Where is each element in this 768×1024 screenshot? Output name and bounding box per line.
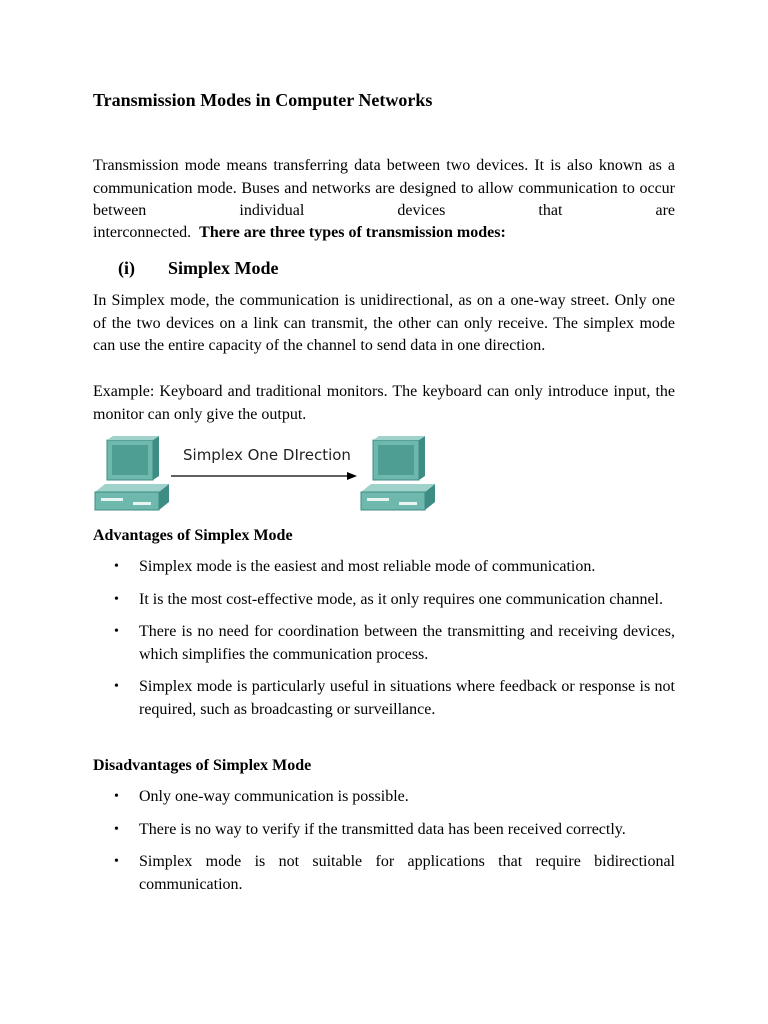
diagram-label: Simplex One DIrection xyxy=(183,446,351,464)
advantage-text: Simplex mode is the easiest and most reliable mode of communication. xyxy=(139,558,596,575)
section-title: Simplex Mode xyxy=(168,258,279,278)
list-item xyxy=(93,556,675,579)
advantages-heading: Advantages of Simplex Mode xyxy=(93,527,293,544)
intro-last-line-text: interconnected. xyxy=(93,224,192,241)
bullet-icon: • xyxy=(114,591,119,607)
advantage-text: It is the most cost-effective mode, as it only requires one communication channel. xyxy=(139,590,663,608)
bullet-icon: • xyxy=(114,854,119,869)
intro-last-line xyxy=(93,222,675,245)
arrow-head xyxy=(347,472,357,480)
intro-paragraph: Transmission mode means transferring data between two devices. It is also known as a communication mode. Buses and networks are designed to allow communication to occur between individual devices that are xyxy=(93,157,675,219)
list-item xyxy=(93,819,675,842)
bullet-icon: • xyxy=(114,679,119,694)
list-item xyxy=(93,621,675,666)
advantage-text: Simplex mode is particularly useful in situations where feedback or response is not required, such as broadcasting or surveillance. xyxy=(139,678,675,718)
intro-types-statement: There are three types of transmission modes: xyxy=(199,224,506,241)
list-item xyxy=(93,589,675,612)
list-item xyxy=(93,786,675,809)
bullet-icon: • xyxy=(114,821,119,837)
simplex-description: In Simplex mode, the communication is unidirectional, as on a one-way street. Only one of the two devices on a link can transmit, the other can only receive. The simplex mode can use the entire capacity of the channel to send data in one direction. xyxy=(93,292,675,354)
simplex-example: Example: Keyboard and traditional monitors. The keyboard can only introduce input, the monitor can only give the output. xyxy=(93,383,675,423)
disadvantage-text: Only one-way communication is possible. xyxy=(139,788,409,805)
list-item xyxy=(93,851,675,896)
section-number: (i) xyxy=(118,258,135,278)
sender-computer-icon xyxy=(95,436,169,510)
disadvantages-list xyxy=(93,786,675,906)
advantage-text: There is no need for coordination between the transmitting and receiving devices, which simplifies the communication process. xyxy=(139,623,675,663)
receiver-computer-icon xyxy=(361,436,435,510)
disadvantage-text: There is no way to verify if the transmitted data has been received correctly. xyxy=(139,820,626,838)
disadvantage-text: Simplex mode is not suitable for applications that require bidirectional communication. xyxy=(139,853,675,893)
advantages-list xyxy=(93,556,675,731)
simplex-diagram xyxy=(93,432,438,516)
section-heading xyxy=(118,256,279,280)
page-title: Transmission Modes in Computer Networks xyxy=(93,90,433,110)
list-item xyxy=(93,676,675,721)
bullet-icon: • xyxy=(114,559,119,574)
bullet-icon: • xyxy=(114,789,119,804)
bullet-icon: • xyxy=(114,624,119,639)
disadvantages-heading: Disadvantages of Simplex Mode xyxy=(93,757,312,774)
